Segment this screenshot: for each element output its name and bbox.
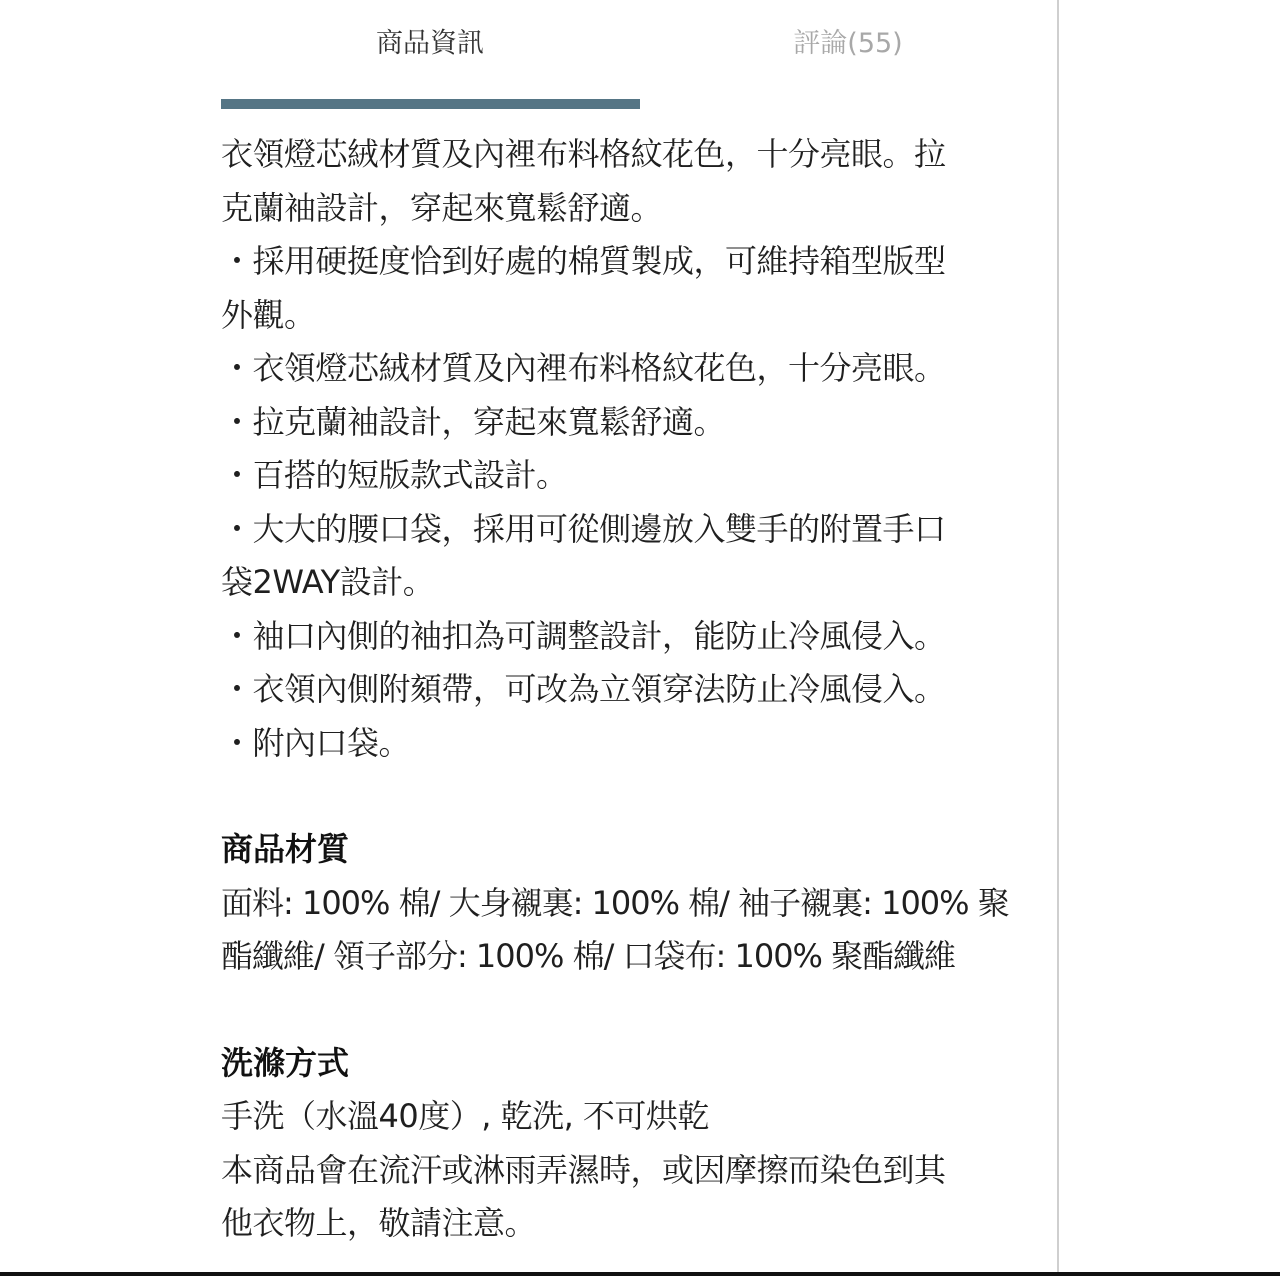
tab-reviews[interactable]: 評論(55): [793, 28, 903, 59]
description-line: ・百搭的短版款式設計。: [221, 456, 568, 494]
description-line: ・大大的腰口袋，採用可從側邊放入雙手的附置手口: [221, 509, 946, 548]
product-tabs: [221, 0, 1057, 110]
washing-line: 手洗（水溫40度）, 乾洗, 不可烘乾: [221, 1097, 709, 1135]
washing-line: 本商品會在流汗或淋雨弄濕時，或因摩擦而染色到其: [221, 1150, 946, 1189]
tab-product-info[interactable]: 商品資訊: [376, 28, 484, 59]
product-info-content: [221, 128, 1051, 1251]
description-line: ・袖口內側的袖扣為可調整設計，能防止冷風侵入。: [221, 616, 946, 655]
washing-heading: 洗滌方式: [221, 1043, 350, 1082]
material-heading: 商品材質: [221, 830, 350, 868]
right-divider: [1057, 0, 1059, 1276]
description-line: 克蘭袖設計，穿起來寬鬆舒適。: [221, 188, 663, 227]
description-line: ・附內口袋。: [221, 723, 411, 762]
description-line: ・衣領內側附頦帶，可改為立領穿法防止冷風侵入。: [221, 670, 946, 708]
washing-line: 他衣物上，敬請注意。: [221, 1204, 537, 1242]
description-line: 外觀。: [221, 295, 316, 334]
material-line: 面料: 100% 棉/ 大身襯裏: 100% 棉/ 袖子襯裏: 100% 聚: [221, 883, 1009, 922]
material-section: [221, 823, 1051, 984]
section-gap: [221, 984, 1051, 1037]
description-line: ・衣領燈芯絨材質及內裡布料格紋花色，十分亮眼。: [221, 349, 946, 387]
active-tab-indicator: [221, 99, 640, 109]
bottom-edge: [0, 1272, 1280, 1276]
product-description: [221, 128, 1051, 770]
section-gap: [221, 770, 1051, 823]
description-line: 袋2WAY設計。: [221, 563, 435, 601]
washing-section: [221, 1037, 1051, 1251]
material-line: 酯纖維/ 領子部分: 100% 棉/ 口袋布: 100% 聚酯纖維: [221, 937, 956, 975]
description-line: ・拉克蘭袖設計，穿起來寬鬆舒適。: [221, 402, 726, 441]
description-line: ・採用硬挺度恰到好處的棉質製成，可維持箱型版型: [221, 242, 946, 280]
description-line: 衣領燈芯絨材質及內裡布料格紋花色，十分亮眼。拉: [221, 135, 946, 173]
